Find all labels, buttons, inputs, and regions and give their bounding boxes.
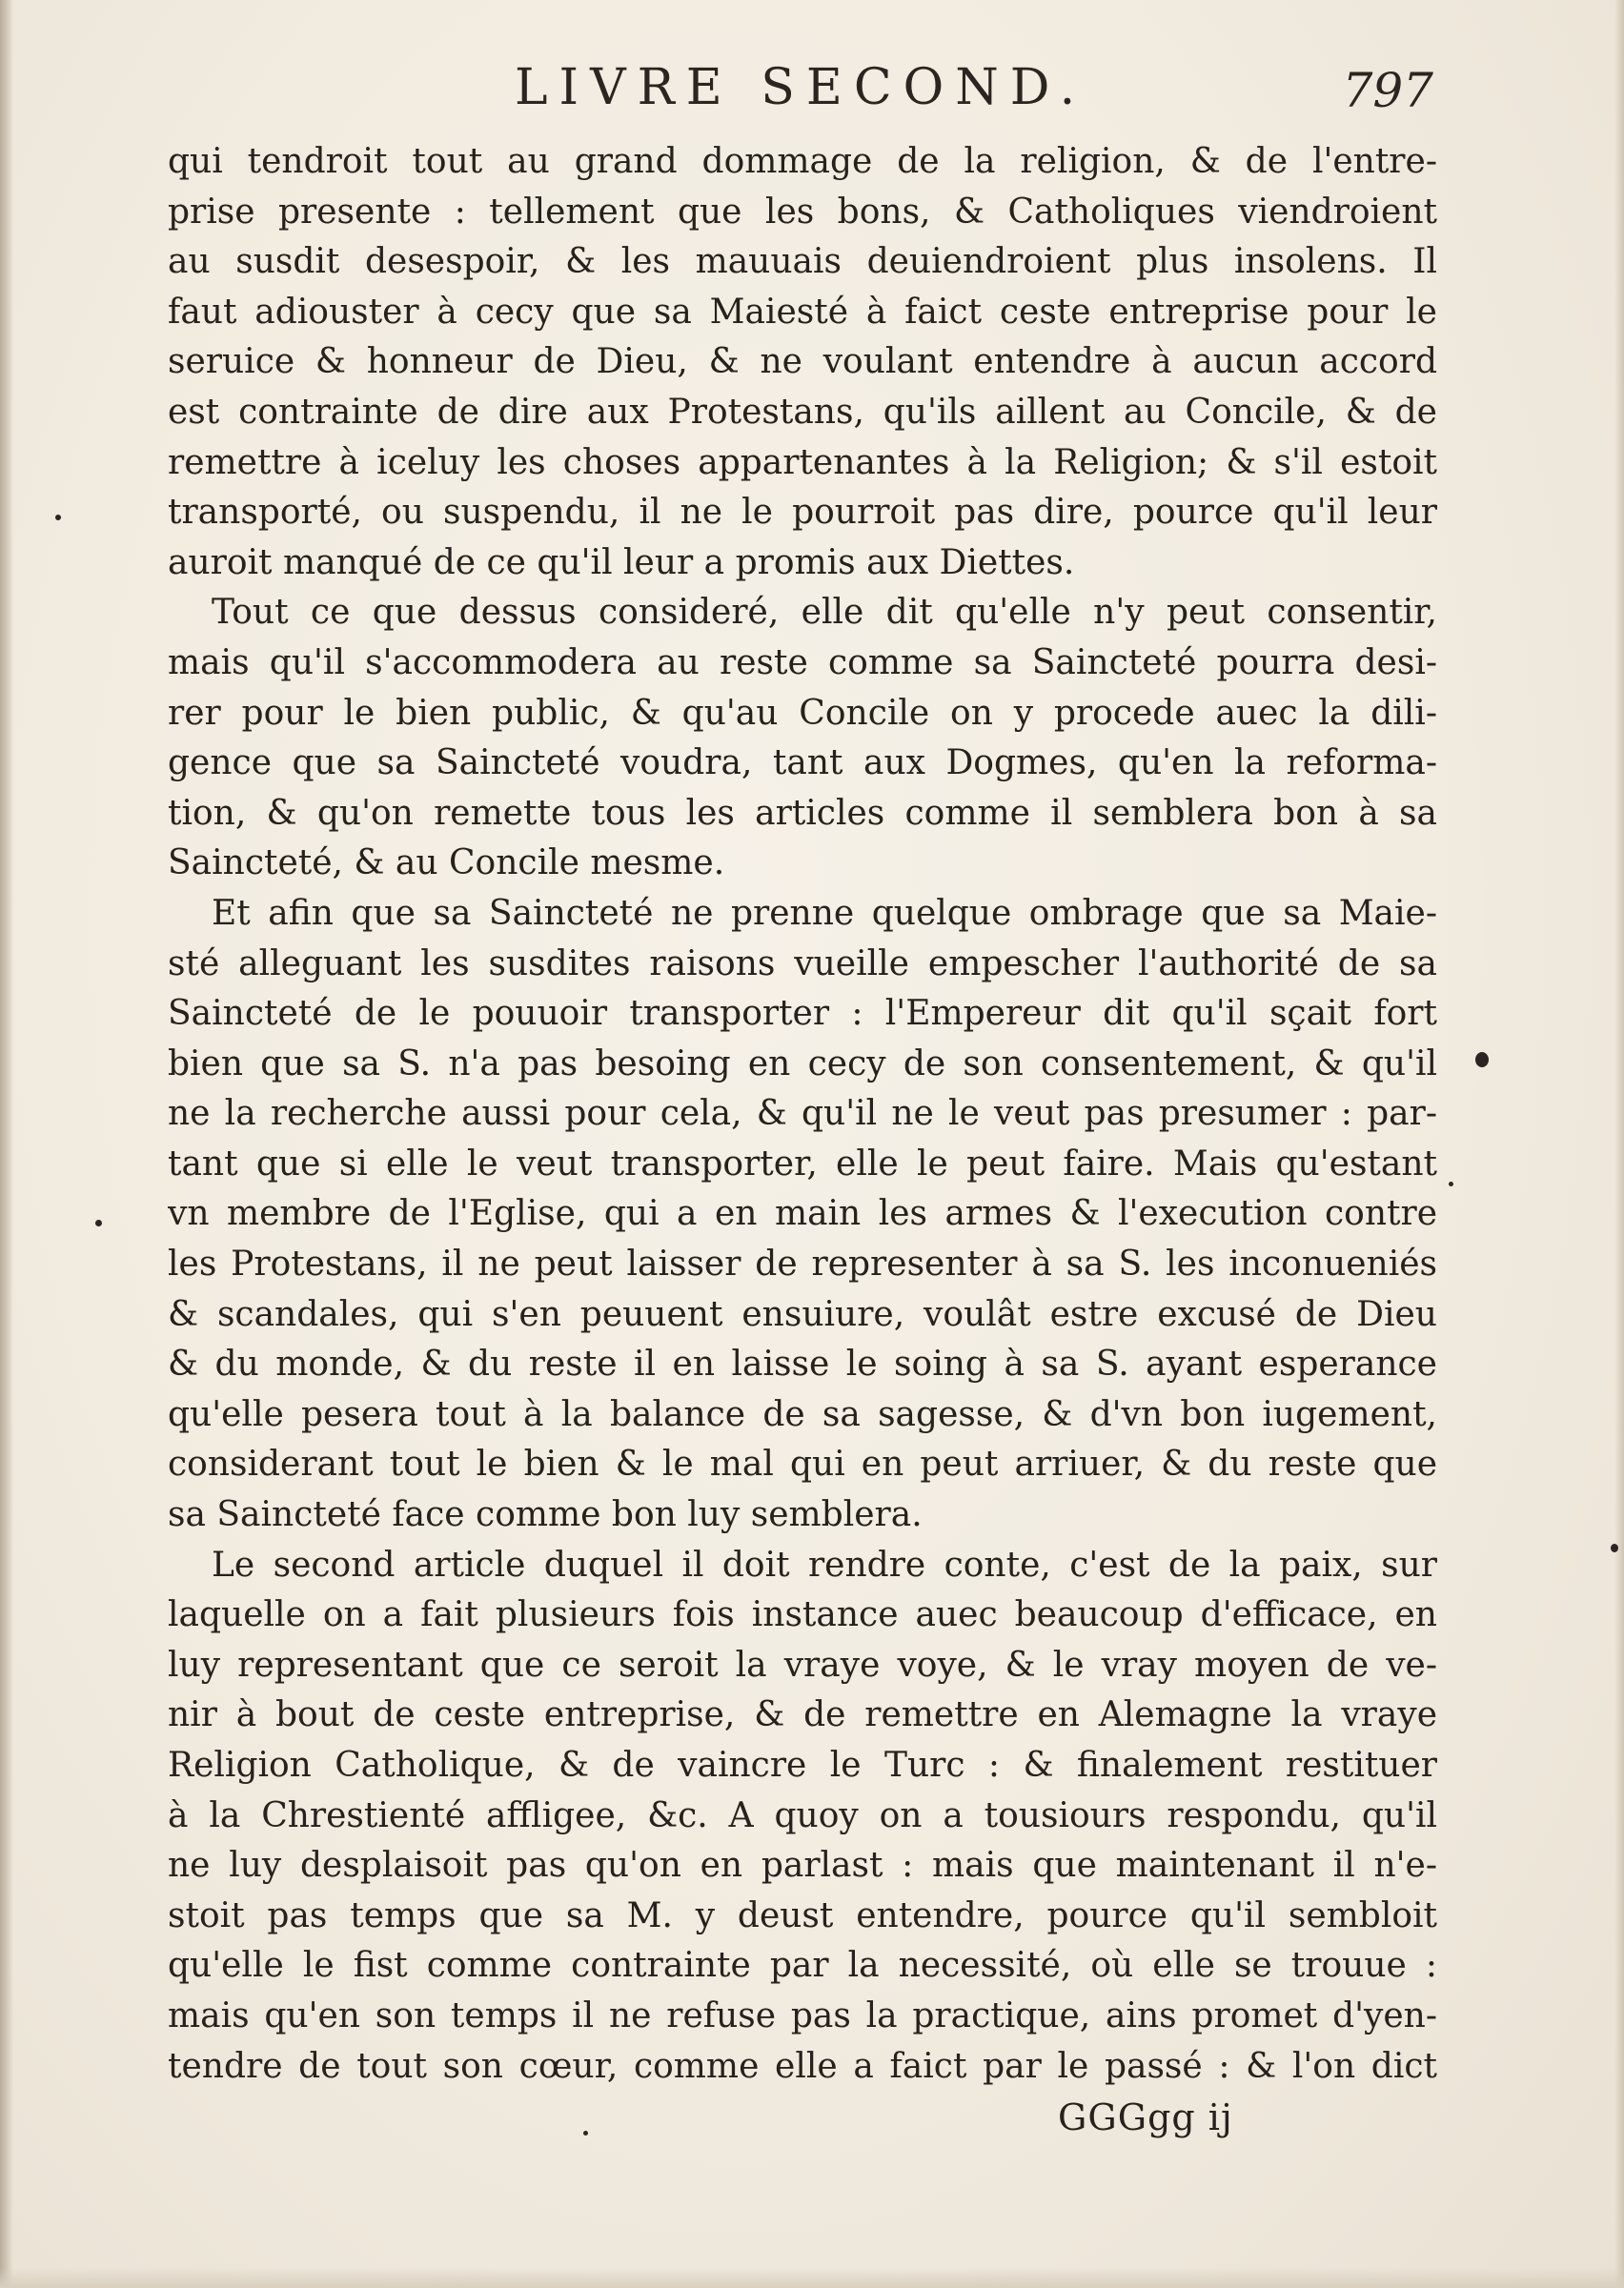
text-line: sa Saincteté face comme bon luy semblera. — [168, 1495, 923, 1535]
text-line: gence que sa Saincteté voudra, tant aux Dogmes, qu'en la reforma- — [168, 743, 1437, 783]
text-line: qu'elle le fist comme contrainte par la necessité, où elle se trouue : — [168, 1946, 1437, 1986]
text-line: rer pour le bien public, & qu'au Concile on y procede auec la dili- — [168, 693, 1437, 733]
ink-speck — [55, 515, 61, 520]
paragraph-start-line: Tout ce que dessus consideré, elle dit qu'elle n'y peut consentir, — [212, 593, 1437, 633]
text-line: considerant tout le bien & le mal qui en peut arriuer, & du reste que — [168, 1445, 1437, 1485]
text-line: sté alleguant les susdites raisons vueille empescher l'authorité de sa — [168, 943, 1437, 983]
page-edge-shadow — [1614, 0, 1624, 2288]
text-line: ne luy desplaisoit pas qu'on en parlast : mais que maintenant il n'e- — [168, 1846, 1437, 1886]
text-line: prise presente : tellement que les bons, & Catholiques viendroient — [168, 192, 1437, 232]
ink-speck — [583, 2131, 588, 2136]
text-line: à la Chrestienté affligee, &c. A quoy on a tousiours respondu, qu'il — [168, 1795, 1437, 1835]
body-text — [168, 137, 1437, 2092]
text-line: vn membre de l'Eglise, qui a en main les armes & l'execution contre — [168, 1194, 1437, 1234]
text-line: ne la recherche aussi pour cela, & qu'il ne le veut pas presumer : par- — [168, 1094, 1437, 1134]
text-line: tant que si elle le veut transporter, elle le peut faire. Mais qu'estant — [168, 1144, 1437, 1184]
signature-mark: GGGgg ij — [1058, 2096, 1233, 2138]
text-line: les Protestans, il ne peut laisser de representer à sa S. les inconueniés — [168, 1245, 1437, 1285]
text-line: faut adiouster à cecy que sa Maiesté à faict ceste entreprise pour le — [168, 292, 1437, 332]
text-line: qui tendroit tout au grand dommage de la religion, & de l'entre- — [168, 142, 1437, 181]
text-line: Saincteté de le pouuoir transporter : l'Empereur dit qu'il sçait fort — [168, 994, 1437, 1034]
text-line: Religion Catholique, & de vaincre le Turc : & finalement restituer — [168, 1746, 1437, 1785]
paragraph-start-line: Et afin que sa Saincteté ne prenne quelque ombrage que sa Maie- — [212, 893, 1437, 933]
page-gutter-shadow — [0, 0, 13, 2288]
text-line: remettre à iceluy les choses appartenantes à la Religion; & s'il estoit — [168, 442, 1437, 482]
text-line: tion, & qu'on remette tous les articles comme il semblera bon à sa — [168, 793, 1437, 833]
text-line: & scandales, qui s'en peuuent ensuiure, voulât estre excusé de Dieu — [168, 1294, 1437, 1334]
text-line: tendre de tout son cœur, comme elle a faict par le passé : & l'on dict — [168, 2046, 1437, 2086]
text-line: transporté, ou suspendu, il ne le pourroit pas dire, pource qu'il leur — [168, 493, 1437, 533]
text-line: seruice & honneur de Dieu, & ne voulant entendre à aucun accord — [168, 342, 1437, 382]
page-header — [0, 59, 1624, 126]
text-line: qu'elle pesera tout à la balance de sa sagesse, & d'vn bon iugement, — [168, 1394, 1437, 1434]
text-line: luy representant que ce seroit la vraye voye, & le vray moyen de ve- — [168, 1645, 1437, 1685]
text-line: nir à bout de ceste entreprise, & de remettre en Alemagne la vraye — [168, 1695, 1437, 1735]
text-line: est contrainte de dire aux Protestans, qu'ils aillent au Concile, & de — [168, 392, 1437, 432]
ink-speck — [1475, 1052, 1489, 1067]
paragraph-start-line: Le second article duquel il doit rendre conte, c'est de la paix, sur — [212, 1545, 1437, 1585]
text-line: & du monde, & du reste il en laisse le soing à sa S. ayant esperance — [168, 1345, 1437, 1385]
text-line: laquelle on a fait plusieurs fois instance auec beaucoup d'efficace, en — [168, 1595, 1437, 1635]
page-number: 797 — [1342, 63, 1433, 118]
ink-speck — [95, 1220, 102, 1226]
text-line: auroit manqué de ce qu'il leur a promis aux Diettes. — [168, 542, 1075, 582]
text-line: mais qu'en son temps il ne refuse pas la practique, ains promet d'yen- — [168, 1995, 1437, 2035]
text-line: Saincteté, & au Concile mesme. — [168, 843, 725, 883]
text-line: stoit pas temps que sa M. y deust entendre, pource qu'il sembloit — [168, 1895, 1437, 1935]
running-title: LIVRE SECOND. — [515, 59, 1087, 116]
text-line: au susdit desespoir, & les mauuais deuiendroient plus insolens. Il — [168, 242, 1437, 282]
text-line: mais qu'il s'accommodera au reste comme sa Saincteté pourra desi- — [168, 642, 1437, 682]
text-line: bien que sa S. n'a pas besoing en cecy de son consentement, & qu'il — [168, 1043, 1437, 1083]
ink-speck — [1449, 1182, 1453, 1186]
page-bottom-shadow — [0, 2267, 1624, 2288]
ink-speck — [1611, 1544, 1618, 1552]
